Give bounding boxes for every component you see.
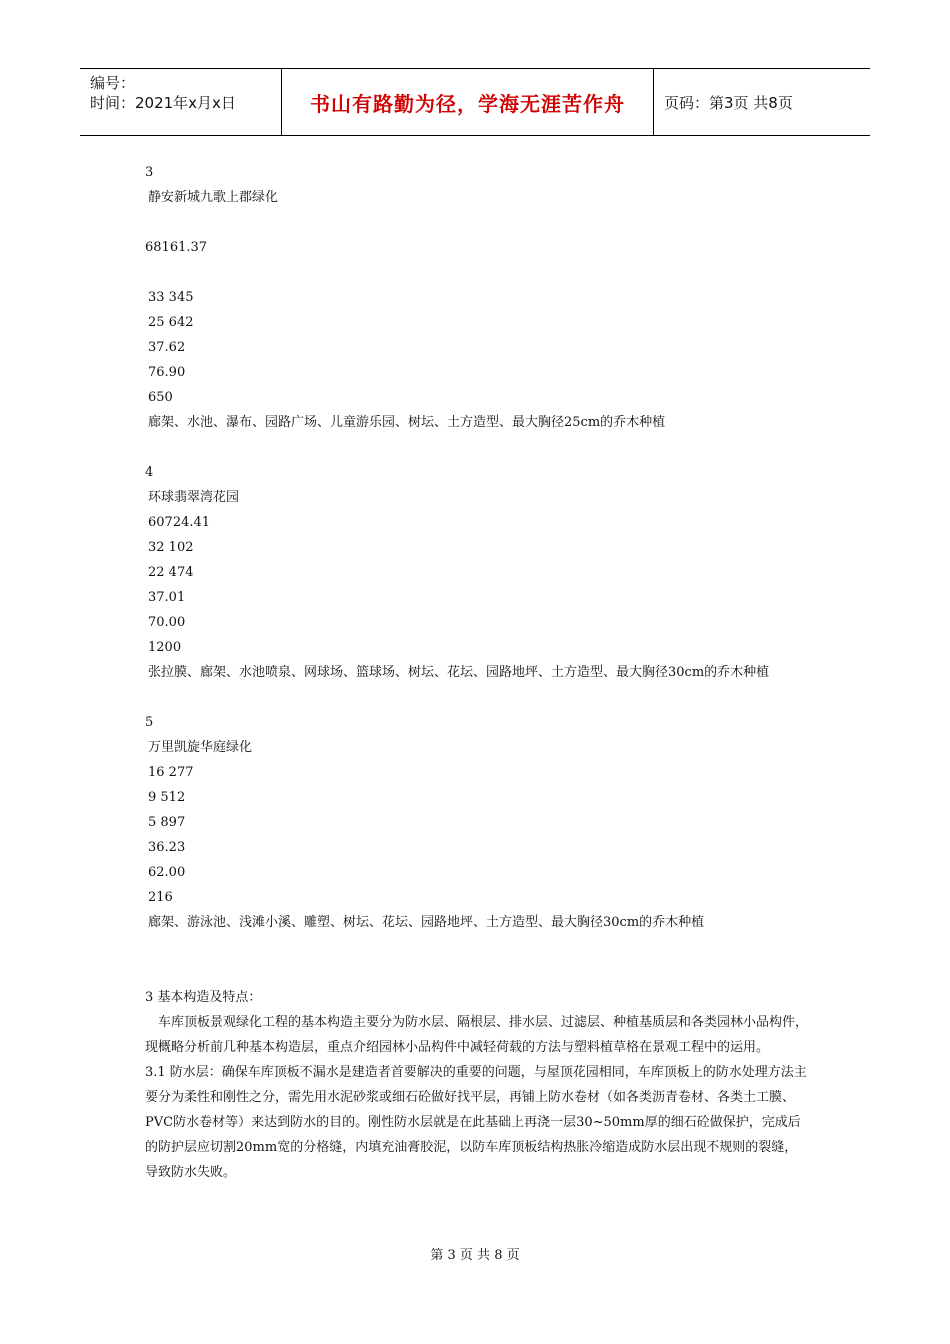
- entry-index: 3: [145, 165, 154, 180]
- entry-value: 37.01: [148, 590, 186, 605]
- section-heading: 3 基本构造及特点：: [145, 990, 262, 1005]
- header-page-code: 页码：第3页 共8页: [664, 93, 793, 112]
- header-info: [80, 69, 281, 135]
- entry-total: 60724.41: [148, 515, 211, 530]
- entry-features: 张拉膜、廊架、水池喷泉、网球场、篮球场、树坛、花坛、园路地坪、土方造型、最大胸径30cm的乔木种植: [148, 665, 770, 680]
- entry-value: 33 345: [148, 290, 194, 305]
- entry-value: 650: [148, 390, 173, 405]
- entry-name: 万里凯旋华庭绿化: [148, 740, 253, 755]
- entry-value: 37.62: [148, 340, 186, 355]
- header-motto: 书山有路勤为径，学海无涯苦作舟: [281, 69, 654, 135]
- entry-name: 静安新城九歌上郡绿化: [148, 190, 279, 205]
- entry-features: 廊架、水池、瀑布、园路广场、儿童游乐园、树坛、土方造型、最大胸径25cm的乔木种植: [148, 415, 666, 430]
- entry-value: 32 102: [148, 540, 194, 555]
- entry-total: 16 277: [148, 765, 194, 780]
- document-body: [145, 160, 810, 1185]
- entry-value: 22 474: [148, 565, 194, 580]
- entry-value: 1200: [148, 640, 182, 655]
- entry-value: 216: [148, 890, 173, 905]
- entry-value: 62.00: [148, 865, 186, 880]
- entry-name: 环球翡翠湾花园: [148, 490, 240, 505]
- project-entry: [145, 160, 810, 435]
- section-intro: 车库顶板景观绿化工程的基本构造主要分为防水层、隔根层、排水层、过滤层、种植基质层和各类园林小品构件，现概略分析前几种基本构造层，重点介绍园林小品构件中减轻荷载的方法与塑料植草格在景观工程中的运用。: [145, 1015, 809, 1055]
- entry-value: 36.23: [148, 840, 186, 855]
- time-line: 时间：2021年x月x日: [90, 94, 236, 112]
- entry-value: 25 642: [148, 315, 194, 330]
- number-label: 编号：: [90, 74, 136, 92]
- project-entry: [145, 460, 810, 685]
- page-footer: 第 3 页 共 8 页: [430, 1248, 520, 1263]
- entry-features: 廊架、游泳池、浅滩小溪、雕塑、树坛、花坛、园路地坪、土方造型、最大胸径30cm的乔木种植: [148, 915, 705, 930]
- project-entry: [145, 710, 810, 935]
- entry-index: 4: [145, 465, 154, 480]
- entry-total: 68161.37: [145, 240, 208, 255]
- entry-value: 70.00: [148, 615, 186, 630]
- entry-index: 5: [145, 715, 154, 730]
- page-header: [80, 68, 870, 136]
- entry-value: 76.90: [148, 365, 186, 380]
- subsection-waterproof: 3.1 防水层：确保车库顶板不漏水是建造者首要解决的重要的问题，与屋顶花园相同，车库顶板上的防水处理方法主要分为柔性和刚性之分，需先用水泥砂浆或细石砼做好找平层，再铺上防水卷材（如各类沥青卷材、各类土工膜、PVC防水卷材等）来达到防水的目的。刚性防水层就是在此基础上再浇一层30~50mm厚的细石砼做保护，完成后的防护层应切割20mm宽的分格缝，内填充油膏胶泥，以防车库顶板结构热胀冷缩造成防水层出现不规则的裂缝，导致防水失败。: [145, 1065, 807, 1180]
- entry-value: 9 512: [148, 790, 186, 805]
- entry-value: 5 897: [148, 815, 186, 830]
